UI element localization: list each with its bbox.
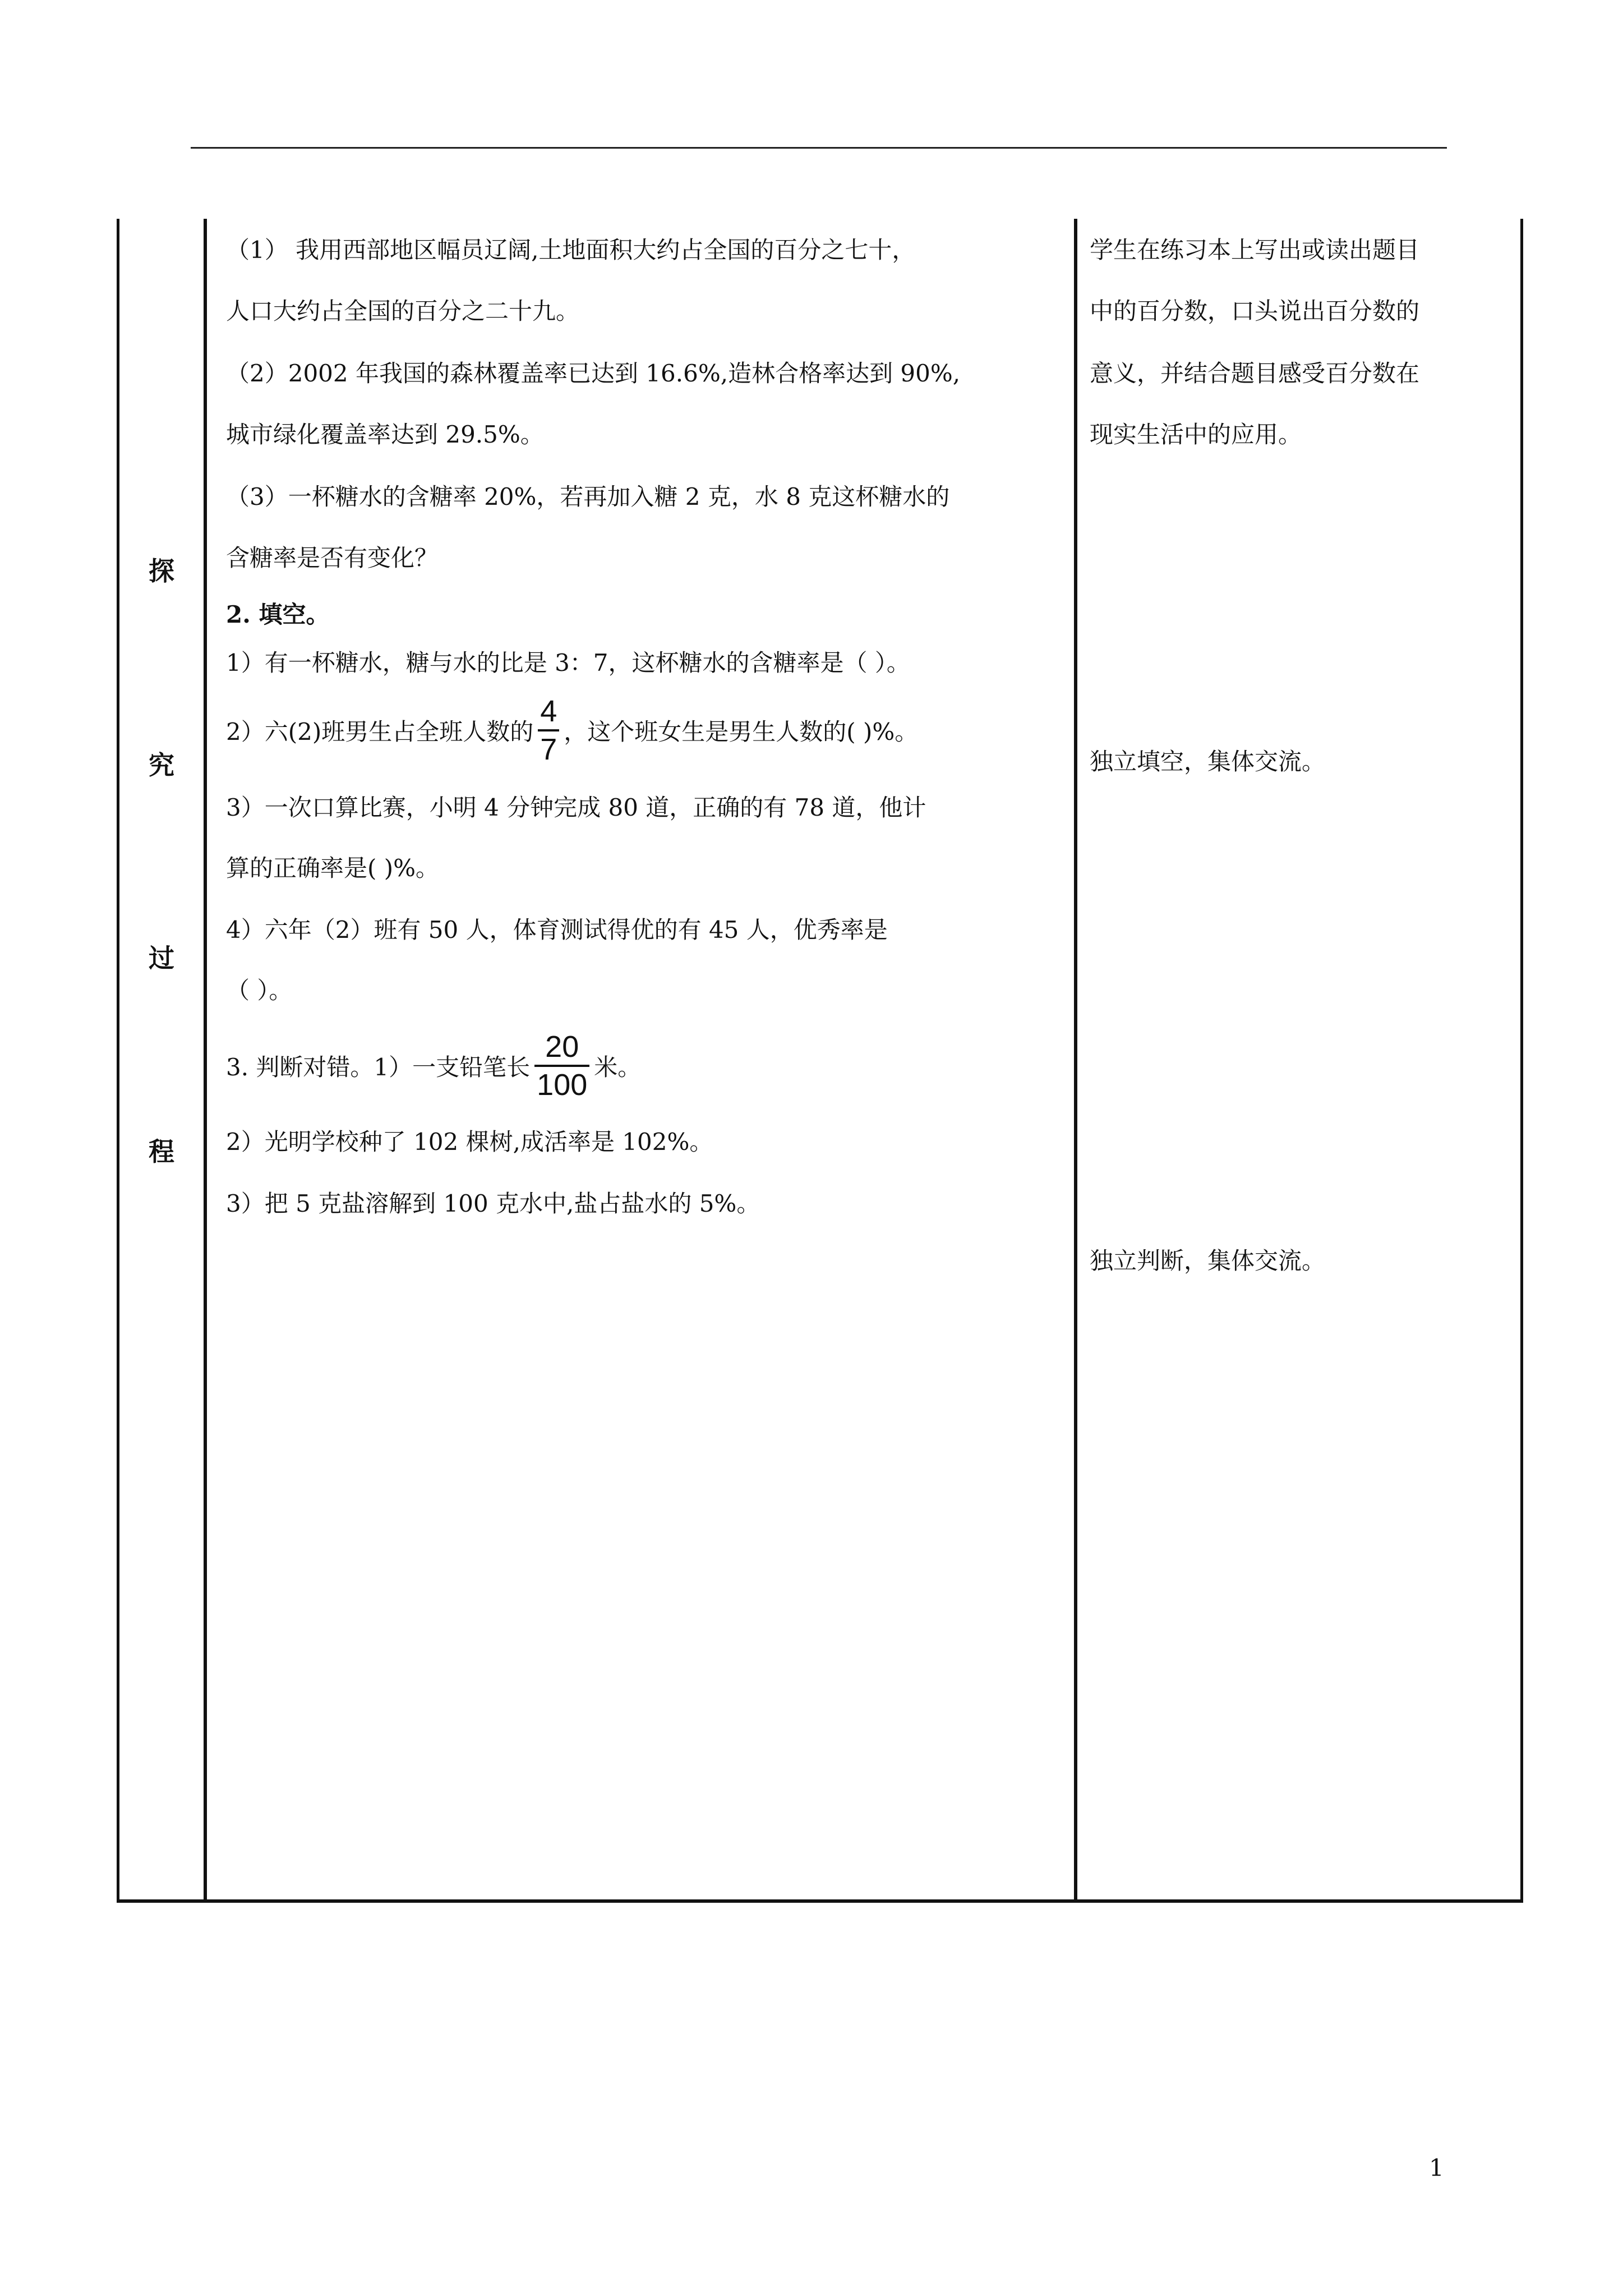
activity-1-line-4: 现实生活中的应用。 <box>1090 421 1302 448</box>
fraction-numerator: 4 <box>540 694 557 728</box>
side-label-char: 探 <box>149 556 174 586</box>
lesson-table <box>117 219 1523 1903</box>
judge-item-3: 3）把 5 克盐溶解到 100 克水中,盐占盐水的 5%。 <box>226 1190 760 1217</box>
fill-item-2 <box>226 691 918 770</box>
fraction-denominator: 7 <box>540 733 557 766</box>
question-2-line-1: （2）2002 年我国的森林覆盖率已达到 16.6%,造林合格率达到 90%, <box>226 360 961 387</box>
question-2-line-2: 城市绿化覆盖率达到 29.5%。 <box>226 421 544 448</box>
activity-1-line-2: 中的百分数，口头说出百分数的 <box>1090 297 1420 325</box>
activity-2: 独立填空，集体交流。 <box>1090 748 1326 775</box>
question-1-line-2: 人口大约占全国的百分之二十九。 <box>226 297 580 325</box>
fill-item-4-line-2: （ ）。 <box>226 977 293 1004</box>
question-3-line-1: （3）一杯糖水的含糖率 20%，若再加入糖 2 克，水 8 克这杯糖水的 <box>226 483 950 510</box>
fraction-twenty-hundredths <box>534 1029 589 1103</box>
side-label-char: 过 <box>149 943 174 973</box>
side-label-char: 究 <box>149 750 174 780</box>
page-number: 1 <box>1429 2154 1444 2182</box>
table-border-left <box>117 219 119 1903</box>
judge-item-2: 2）光明学校种了 102 棵树,成活率是 102%。 <box>226 1128 713 1156</box>
table-divider-2 <box>1074 219 1077 1903</box>
fraction-numerator: 20 <box>545 1030 579 1064</box>
fill-item-2-suffix: ，这个班女生是男生人数的( )%。 <box>564 718 919 746</box>
fill-item-1: 1）有一杯糖水，糖与水的比是 3：7，这杯糖水的含糖率是（ ）。 <box>226 649 910 677</box>
activity-3: 独立判断，集体交流。 <box>1090 1247 1326 1274</box>
fill-item-4-line-1: 4）六年（2）班有 50 人，体育测试得优的有 45 人，优秀率是 <box>226 916 888 944</box>
fill-item-3-line-2: 算的正确率是( )%。 <box>226 854 440 882</box>
fill-item-3-line-1: 3）一次口算比赛，小明 4 分钟完成 80 道，正确的有 78 道，他计 <box>226 794 926 821</box>
table-border-bottom <box>117 1899 1523 1903</box>
fraction-denominator: 100 <box>537 1068 588 1102</box>
question-3-line-2: 含糖率是否有变化？ <box>226 544 439 572</box>
judge-title-prefix: 3. 判断对错。1）一支铅笔长 <box>226 1053 531 1081</box>
table-divider-1 <box>204 219 207 1903</box>
activity-1-line-3: 意义，并结合题目感受百分数在 <box>1090 360 1420 387</box>
judge-title-line <box>226 1027 641 1105</box>
question-1-line-1: （1） 我用西部地区幅员辽阔,土地面积大约占全国的百分之七十， <box>226 236 916 264</box>
fraction-four-sevenths <box>538 693 559 767</box>
activity-1-line-1: 学生在练习本上写出或读出题目 <box>1090 236 1420 264</box>
header-rule <box>191 147 1447 149</box>
table-border-right <box>1520 219 1523 1903</box>
judge-title-suffix: 米。 <box>594 1053 642 1081</box>
fill-in-title: 2. 填空。 <box>226 601 330 628</box>
side-label-char: 程 <box>149 1137 174 1167</box>
fill-item-2-prefix: 2）六(2)班男生占全班人数的 <box>226 718 534 746</box>
